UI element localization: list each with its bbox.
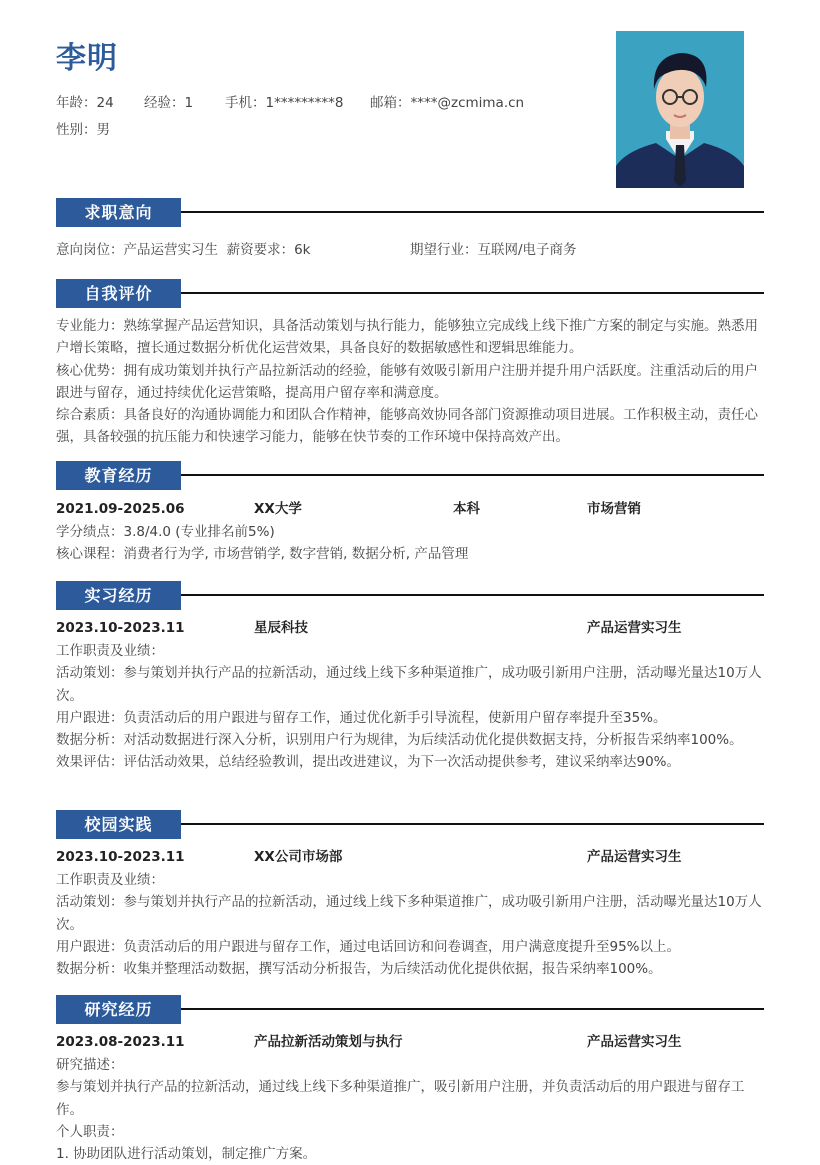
section-research (56, 995, 764, 1024)
education-entry-header (56, 498, 766, 520)
expected-industry: 期望行业：互联网/电子商务 (410, 242, 577, 258)
detail-line: 活动策划：参与策划并执行产品的拉新活动，通过线上线下多种渠道推广，成功吸引新用户注册，活动曝光量达10万人次。 (56, 665, 762, 704)
section-divider (181, 474, 764, 476)
detail-line: 数据分析：对活动数据进行深入分析，识别用户行为规律，为后续活动优化提供数据支持，分析报告采纳率100%。 (56, 732, 743, 749)
school-name: XX大学 (254, 501, 302, 517)
research-details (56, 1054, 766, 1165)
self-eval-paragraph: 综合素质：具备良好的沟通协调能力和团队合作精神，能够高效协同各部门资源推动项目进展。工作积极主动，责任心强，具备较强的抗压能力和快速学习能力，能够在快节奏的工作环境中保持高效产出。 (56, 407, 758, 446)
contact-row (56, 93, 524, 113)
education-details (56, 521, 766, 566)
section-job-intent (56, 198, 764, 227)
email: 邮箱：****@zcmima.cn (370, 95, 525, 111)
internship-entry-header (56, 617, 766, 639)
campus-entry-header (56, 846, 766, 868)
detail-line: 活动策划：参与策划并执行产品的拉新活动，通过线上线下多种渠道推广，成功吸引新用户注册，活动曝光量达10万人次。 (56, 894, 762, 933)
age: 年龄：24 (56, 95, 114, 111)
role: 产品运营实习生 (587, 849, 682, 865)
detail-line: 效果评估：评估活动效果，总结经验教训，提出改进建议，为下一次活动提供参考，建议采纳率达90%。 (56, 754, 681, 771)
section-education (56, 461, 764, 490)
gender: 性别：男 (56, 122, 110, 138)
self-eval-paragraph: 专业能力：熟练掌握产品运营知识，具备活动策划与执行能力，能够独立完成线上线下推广方案的制定与实施。熟悉用户增长策略，擅长通过数据分析优化运营效果，具备良好的数据敏感性和逻辑思维能力。 (56, 318, 758, 357)
detail-line: 工作职责及业绩： (56, 872, 164, 888)
section-title: 教育经历 (56, 461, 181, 490)
education-period: 2021.09-2025.06 (56, 501, 185, 517)
detail-line: 1. 协助团队进行活动策划，制定推广方案。 (56, 1146, 317, 1163)
profile-photo (616, 31, 744, 188)
job-intent-row (56, 239, 766, 261)
internship-details (56, 640, 766, 774)
role: 产品运营实习生 (587, 620, 682, 636)
detail-line: 研究描述： (56, 1057, 124, 1073)
role: 产品运营实习生 (587, 1034, 682, 1050)
section-divider (181, 823, 764, 825)
research-period: 2023.08-2023.11 (56, 1034, 185, 1050)
section-divider (181, 211, 764, 213)
detail-line: 用户跟进：负责活动后的用户跟进与留存工作，通过优化新手引导流程，使新用户留存率提升至35%。 (56, 709, 667, 726)
section-title: 校园实践 (56, 810, 181, 839)
detail-line: 参与策划并执行产品的拉新活动，通过线上线下多种渠道推广，吸引新用户注册，并负责活动后的用户跟进与留存工作。 (56, 1079, 745, 1118)
detail-line: 数据分析：收集并整理活动数据，撰写活动分析报告，为后续活动优化提供依据，报告采纳率100%。 (56, 961, 662, 978)
gender-row (56, 120, 110, 140)
experience: 经验：1 (144, 95, 194, 111)
section-divider (181, 594, 764, 596)
company-name: 星辰科技 (254, 620, 308, 636)
section-title: 研究经历 (56, 995, 181, 1024)
phone: 手机：1*********8 (225, 95, 344, 111)
campus-period: 2023.10-2023.11 (56, 849, 185, 865)
self-eval-paragraph: 核心优势：拥有成功策划并执行产品拉新活动的经验，能够有效吸引新用户注册并提升用户活跃度。注重活动后的用户跟进与留存，通过持续优化运营策略，提高用户留存率和满意度。 (56, 362, 758, 401)
project-name: 产品拉新活动策划与执行 (254, 1034, 403, 1050)
candidate-name: 李明 (56, 41, 118, 76)
self-eval-body (56, 315, 766, 449)
internship-period: 2023.10-2023.11 (56, 620, 185, 636)
campus-details (56, 869, 766, 980)
research-entry-header (56, 1031, 766, 1053)
portrait-image-icon (616, 31, 744, 188)
organization-name: XX公司市场部 (254, 849, 343, 865)
section-title: 求职意向 (56, 198, 181, 227)
section-divider (181, 1008, 764, 1010)
section-title: 实习经历 (56, 581, 181, 610)
section-campus (56, 810, 764, 839)
section-title: 自我评价 (56, 279, 181, 308)
detail-line: 工作职责及业绩： (56, 643, 164, 659)
gpa: 学分绩点：3.8/4.0 (专业排名前5%) (56, 524, 275, 540)
detail-line: 用户跟进：负责活动后的用户跟进与留存工作，通过电话回访和问卷调查，用户满意度提升至95%以上。 (56, 938, 681, 955)
core-courses: 核心课程：消费者行为学, 市场营销学, 数字营销, 数据分析, 产品管理 (56, 546, 469, 563)
detail-line: 个人职责： (56, 1123, 124, 1140)
degree: 本科 (453, 501, 480, 517)
section-self-eval (56, 279, 764, 308)
major: 市场营销 (587, 501, 641, 517)
section-internship (56, 581, 764, 610)
section-divider (181, 292, 764, 294)
position-salary: 意向岗位：产品运营实习生 薪资要求：6k (56, 242, 311, 258)
